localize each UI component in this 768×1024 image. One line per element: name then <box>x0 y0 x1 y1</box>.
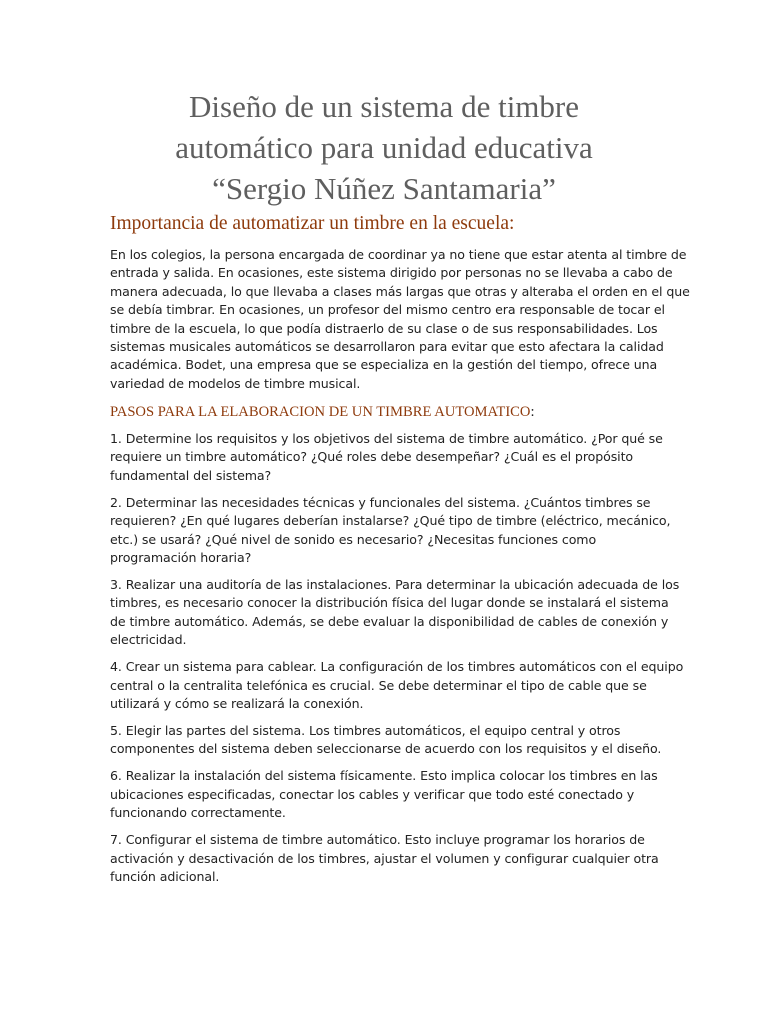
section-heading-pasos-colon: : <box>530 404 535 420</box>
step-line: electricidad. <box>110 632 187 648</box>
step-line: funcionando correctamente. <box>110 805 286 821</box>
step-line: 4. Crear un sistema para cablear. La configuración de los timbres automáticos con el equipo <box>110 659 684 675</box>
paragraph-line: manera adecuada, lo que llevaba a clases más largas que otras y alteraba el orden en el que <box>110 283 690 299</box>
step-line: 6. Realizar la instalación del sistema físicamente. Esto implica colocar los timbres en las <box>110 768 658 784</box>
step-item <box>110 430 670 485</box>
step-line: de timbre automático. Además, se debe evaluar la disponibilidad de cables de conexión y <box>110 613 669 629</box>
paragraph-line: En los colegios, la persona encargada de coordinar ya no tiene que estar atenta al timbre de <box>110 247 687 262</box>
section-heading-pasos <box>110 403 670 421</box>
step-line: fundamental del sistema? <box>110 467 272 483</box>
step-line: activación y desactivación de los timbres, ajustar el volumen y configurar cualquier otra <box>110 850 659 866</box>
step-item <box>110 722 670 759</box>
step-line: 2. Determinar las necesidades técnicas y funcionales del sistema. ¿Cuántos timbres se <box>110 494 651 510</box>
step-item <box>110 576 680 650</box>
title-line: Diseño de un sistema de timbre <box>189 89 579 124</box>
paragraph-line: variedad de modelos de timbre musical. <box>110 375 361 391</box>
section-heading-importancia: Importancia de automatizar un timbre en la escuela: <box>110 213 515 234</box>
step-line: 3. Realizar una auditoría de las instalaciones. Para determinar la ubicación adecuada de los <box>110 577 680 593</box>
title-line: automático para unidad educativa <box>175 130 593 165</box>
paragraph-line: entrada y salida. En ocasiones, este sistema dirigido por personas no se llevaba a cabo de <box>110 265 673 281</box>
section-heading-pasos-text: PASOS PARA LA ELABORACION DE UN TIMBRE AUTOMATICO <box>110 404 531 420</box>
step-line: timbres, es necesario conocer la distribución física del lugar donde se instalará el sistema <box>110 595 669 611</box>
step-line: requieren? ¿En qué lugares deberían instalarse? ¿Qué tipo de timbre (eléctrico, mecánico, <box>110 513 671 529</box>
step-item <box>110 831 670 886</box>
intro-paragraph <box>110 246 690 393</box>
title-line: “Sergio Núñez Santamaria” <box>212 171 556 206</box>
step-line: 5. Elegir las partes del sistema. Los timbres automáticos, el equipo central y otros <box>110 723 621 739</box>
paragraph-line: sistemas musicales automáticos se desarrollaron para evitar que esto afectara la calidad <box>110 339 664 355</box>
paragraph-line: académica. Bodet, una empresa que se especializa en la gestión del tiempo, ofrece una <box>110 357 658 373</box>
step-line: 7. Configurar el sistema de timbre automático. Esto incluye programar los horarios de <box>110 832 645 848</box>
step-item <box>110 494 670 568</box>
step-line: central o la centralita telefónica es crucial. Se debe determinar el tipo de cable que se <box>110 677 647 693</box>
document-title <box>100 86 668 209</box>
step-line: utilizará y cómo se realizará la conexión. <box>110 696 364 712</box>
step-item <box>110 658 684 713</box>
step-line: ubicaciones especificadas, conectar los cables y verificar que todo esté conectado y <box>110 786 635 802</box>
step-line: 1. Determine los requisitos y los objetivos del sistema de timbre automático. ¿Por qué se <box>110 431 663 446</box>
paragraph-line: se debía timbrar. En ocasiones, un profesor del mismo centro era responsable de tocar el <box>110 302 665 318</box>
step-item <box>110 767 670 822</box>
steps-list <box>110 430 684 895</box>
step-line: programación horaria? <box>110 550 252 566</box>
paragraph-line: timbre de la escuela, lo que podía distraerlo de su clase o de sus responsabilidades. Los <box>110 320 658 336</box>
step-line: etc.) se usará? ¿Qué nivel de sonido es necesario? ¿Necesitas funciones como <box>110 531 597 547</box>
step-line: componentes del sistema deben seleccionarse de acuerdo con los requisitos y el diseño. <box>110 741 662 757</box>
step-line: función adicional. <box>110 869 220 885</box>
step-line: requiere un timbre automático? ¿Qué roles debe desempeñar? ¿Cuál es el propósito <box>110 449 634 465</box>
